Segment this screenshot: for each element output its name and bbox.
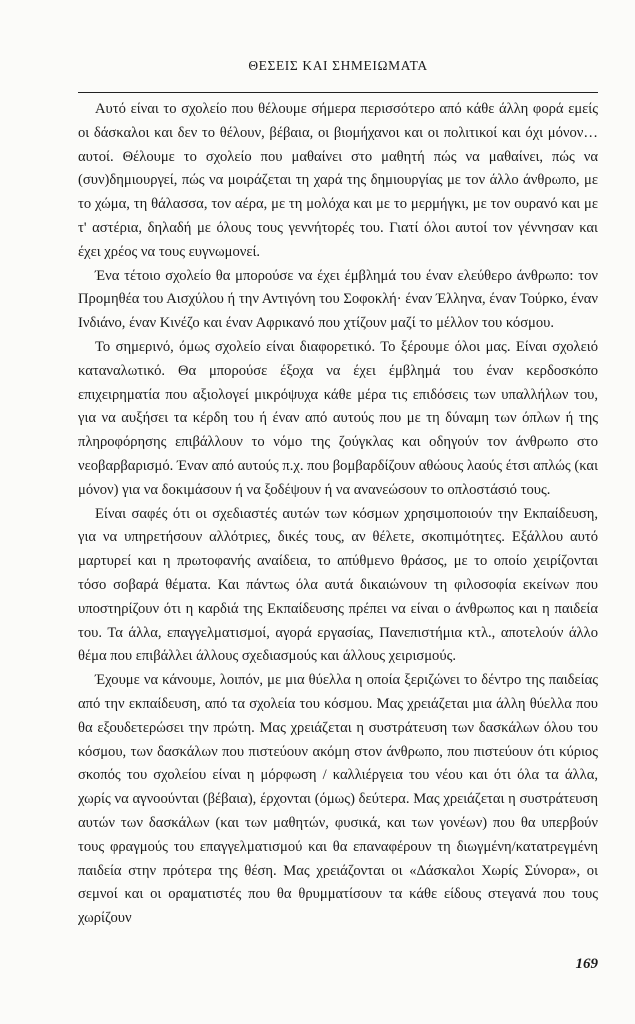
paragraph: Έχουμε να κάνουμε, λοιπόν, με μια θύελλα η οποία ξεριζώνει το δέντρο της παιδείας από την εκπαίδευση, από τα σχολεία του κόσμου. Μας χρειάζεται μια άλλη θύελλα που θα εξουδετερώσει την πρώτη. Μας χρειάζεται η συστράτευση των δασκάλων όλου του κόσμου, των δασκάλων που πιστεύουν ακόμη στον άνθρωπο, που πιστεύουν ότι κύριος σκοπός του σχολείου είναι η μόρφωση / καλλιέργεια του νέου και ότι όλα τα άλλα, χωρίς να αγνοούνται (βέβαια), έρχονται (όμως) δεύτερα. Μας χρειάζεται η συστράτευση αυτών των δασκάλων (και των μαθητών, φυσικά, και των γονέων) που θα υπερβούν τους φραγμούς του επαγγελματισμού και θα επαναφέρουν τη διωγμένη/κατατρεγμένη παιδεία στην πρότερα της θέση. Μας χρειάζονται οι «Δάσκαλοι Χωρίς Σύνορα», οι σεμνοί και οι οραματιστές που θα θρυμματίσουν τα κάθε είδους στεγανά που τους χωρίζουν [78,672,598,927]
paragraph: Αυτό είναι το σχολείο που θέλουμε σήμερα περισσότερο από κάθε άλλη φορά εμείς οι δάσκαλοι και δεν το θέλουν, βέβαια, οι βιομήχανοι και οι πολιτικοί και όχι μόνον… αυτοί. Θέλουμε το σχολείο που μαθαίνει στο μαθητή πώς να μαθαίνει, πώς να (συν)δημιουργεί, πώς να μοιράζεται τη χαρά της δημιουργίας με τον άλλο άνθρωπο, με το χώμα, τη θάλασσα, τον αέρα, με τη μολόχα και με το μερμήγκι, με τον ουρανό και με τ' αστέρια, δηλαδή με όλους τους γεννήτορές του. Γιατί όλοι αυτοί τον γέννησαν και έχει χρέος να τους ευγνωμονεί. [78,101,598,260]
paragraph: Είναι σαφές ότι οι σχεδιαστές αυτών των κόσμων χρησιμοποιούν την Εκπαίδευση, για να υπηρετήσουν αλλότριες, δικές τους, αν θέλετε, σκοπιμότητες. Εξάλλου αυτό μαρτυρεί και η πρωτοφανής αναίδεια, το απύθμενο θράσος, με το οποίο χειρίζονται τόσο σοβαρά θέματα. Και πάντως όλα αυτά δικαιώνουν τη φιλοσοφία εκείνων που υποστηρίζουν ότι η καρδιά της Εκπαίδευσης πρέπει να είναι ο άνθρωπος και η παιδεία του. Τα άλλα, επαγγελματισμοί, αγορά εργασίας, Πανεπιστήμια κτλ., αποτελούν άλλο θέμα που επιβάλλει άλλους σχεδιασμούς και άλλους χειρισμούς. [78,505,598,665]
header-rule [78,92,598,93]
page-number: 169 [575,956,598,972]
running-header: ΘΕΣΕΙΣ ΚΑΙ ΣΗΜΕΙΩΜΑΤΑ [248,58,428,73]
paragraph: Ένα τέτοιο σχολείο θα μπορούσε να έχει έμβλημά του έναν ελεύθερο άνθρωπο: τον Προμηθέα του Αισχύλου ή την Αντιγόνη του Σοφοκλή· έναν Έλληνα, έναν Τούρκο, έναν Ινδιάνο, έναν Κινέζο και έναν Αφρικανό που χτίζουν μαζί το μέλλον του κόσμου. [78,267,598,332]
body-text [78,98,598,931]
paragraph: Το σημερινό, όμως σχολείο είναι διαφορετικό. Το ξέρουμε όλοι μας. Είναι σχολειό καταναλωτικό. Θα μπορούσε έξοχα να έχει έμβλημά του έναν κερδοσκόπο επιχειρηματία που αξιολογεί μικρόψυχα κάθε μέρα τις επιδόσεις των υπαλλήλων του, για να αυξήσει τα κέρδη του ή έναν από αυτούς που με τη δύναμη των όπλων ή της πληροφόρησης επιβάλλουν το νόμο της ζούγκλας και οδηγούν τον άνθρωπο στο νεοβαρβαρισμό. Έναν από αυτούς π.χ. που βομβαρδίζουν αθώους λαούς έτσι απλώς (και μόνον) για να δοκιμάσουν ή να ξοδέψουν ή να ανανεώσουν το οπλοστάσιό τους. [78,338,598,498]
